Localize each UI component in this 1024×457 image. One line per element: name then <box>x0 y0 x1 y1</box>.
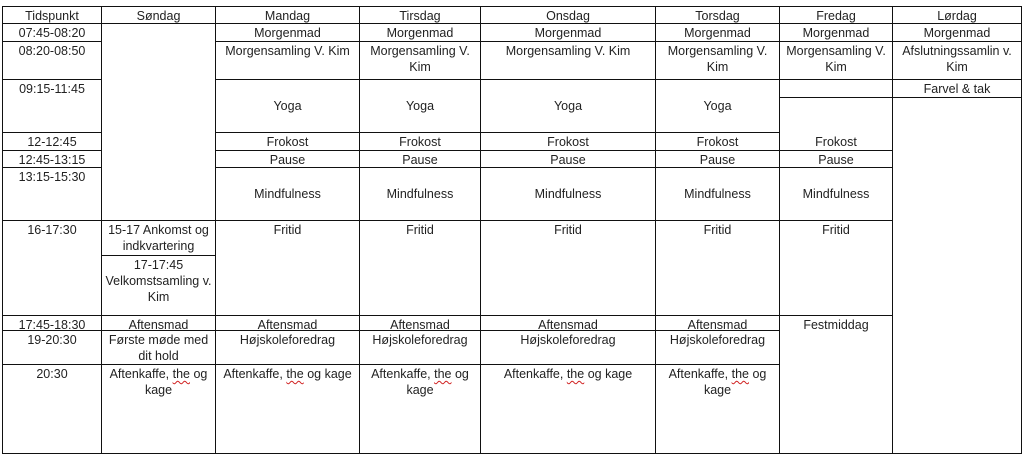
tue-free: Fritid <box>406 223 434 237</box>
wed-mindfulness-text: Mindfulness <box>534 187 602 201</box>
fri-mindfulness-text: Mindfulness <box>802 187 870 201</box>
thu-coffee-coffee-the: the <box>731 367 749 381</box>
mon-breakfast: Morgenmad <box>254 26 321 40</box>
thu-morning: Morgensamling V. Kim <box>667 44 768 74</box>
fri-morning: Morgensamling V. Kim <box>786 44 886 74</box>
header-7: Lørdag <box>937 9 977 23</box>
thu-pause: Pause <box>699 153 736 167</box>
tue-dinner: Aftensmad <box>390 318 450 330</box>
tue-pause: Pause <box>402 153 438 167</box>
mon-yoga-text: Yoga <box>273 99 302 113</box>
sunday-coffee <box>102 365 215 453</box>
wed-pause: Pause <box>550 153 586 167</box>
tue-yoga-text: Yoga <box>405 99 435 113</box>
time-9: 20:30 <box>36 367 68 381</box>
tue-mindfulness <box>360 168 480 220</box>
thu-mindfulness <box>656 168 779 220</box>
tue-morning: Morgensamling V. Kim <box>370 44 470 74</box>
sunday-coffee-coffee-b: og kage <box>144 367 208 397</box>
wed-free: Fritid <box>554 223 582 237</box>
mon-yoga <box>216 80 359 132</box>
thu-coffee-coffee-a: Aftenkaffe, <box>668 367 732 381</box>
mon-coffee <box>216 365 359 453</box>
time-0: 07:45-08:20 <box>18 26 86 40</box>
header-4: Onsdag <box>546 9 590 23</box>
wed-yoga-text: Yoga <box>553 99 583 113</box>
header-0: Tidspunkt <box>25 9 79 23</box>
sat-closing: Afslutningssamlin v. Kim <box>902 44 1012 74</box>
header-6: Fredag <box>816 9 856 23</box>
fri-lunch: Frokost <box>815 135 857 149</box>
sunday-dinner: Aftensmad <box>128 318 189 330</box>
time-7: 17:45-18:30 <box>18 318 86 330</box>
header-1: Søndag <box>136 9 181 23</box>
fri-breakfast: Morgenmad <box>802 26 870 40</box>
sunday-coffee-coffee-a: Aftenkaffe, <box>109 367 173 381</box>
wed-dinner: Aftensmad <box>538 318 598 330</box>
thu-free: Fritid <box>703 223 732 237</box>
mon-lecture: Højskoleforedrag <box>239 333 336 347</box>
thu-coffee-coffee-b: og kage <box>703 367 767 397</box>
sunday-coffee-coffee-the: the <box>172 367 190 381</box>
thu-mindfulness-text: Mindfulness <box>684 187 751 201</box>
wed-breakfast: Morgenmad <box>534 26 602 40</box>
sat-farewell: Farvel & tak <box>923 82 991 96</box>
tue-coffee-coffee-b: og kage <box>406 367 469 397</box>
table-bottom-border <box>2 453 1022 454</box>
header-3: Tirsdag <box>399 9 441 23</box>
header-5: Torsdag <box>695 9 740 23</box>
row-border <box>101 23 216 24</box>
tue-coffee-coffee-a: Aftenkaffe, <box>371 367 435 381</box>
sat-breakfast: Morgenmad <box>923 26 991 40</box>
mon-mindfulness-text: Mindfulness <box>254 187 321 201</box>
mon-coffee-coffee-the: the <box>286 367 304 381</box>
time-8: 19-20:30 <box>27 333 77 347</box>
wed-coffee-coffee-b: og kage <box>584 367 633 381</box>
fri-mindfulness <box>780 168 892 220</box>
time-5: 13:15-15:30 <box>18 170 86 184</box>
tue-breakfast: Morgenmad <box>386 26 454 40</box>
time-2: 09:15-11:45 <box>19 82 85 96</box>
sunday-arrival: 15-17 Ankomst og indkvartering <box>108 223 209 253</box>
time-3: 12-12:45 <box>27 135 77 149</box>
mon-lunch: Frokost <box>266 135 309 149</box>
mon-morning: Morgensamling V. Kim <box>225 44 350 58</box>
mon-pause: Pause <box>269 153 306 167</box>
sunday-team-meeting: Første møde med dit hold <box>108 333 209 363</box>
header-2: Mandag <box>264 9 311 23</box>
row-border <box>779 97 893 98</box>
mon-mindfulness <box>216 168 359 220</box>
column-border <box>1021 6 1022 454</box>
thu-yoga <box>656 80 779 132</box>
wed-yoga <box>481 80 655 132</box>
thu-dinner: Aftensmad <box>687 318 748 330</box>
tue-coffee-coffee-the: the <box>434 367 452 381</box>
mon-free: Fritid <box>273 223 302 237</box>
row-border <box>779 79 893 80</box>
wed-coffee-coffee-the: the <box>566 367 585 381</box>
tue-yoga <box>360 80 480 132</box>
wed-coffee-coffee-a: Aftenkaffe, <box>503 367 567 381</box>
thu-lecture: Højskoleforedrag <box>669 333 766 347</box>
mon-coffee-coffee-b: og kage <box>303 367 352 381</box>
fri-feast: Festmiddag <box>803 318 869 332</box>
fri-pause: Pause <box>818 153 854 167</box>
fri-free: Fritid <box>822 223 850 237</box>
thu-coffee <box>656 365 779 453</box>
wed-lecture: Højskoleforedrag <box>520 333 616 347</box>
wed-morning: Morgensamling V. Kim <box>505 44 631 58</box>
wed-lunch: Frokost <box>547 135 589 149</box>
mon-dinner: Aftensmad <box>257 318 318 330</box>
wed-mindfulness <box>481 168 655 220</box>
wed-coffee <box>481 365 655 453</box>
time-1: 08:20-08:50 <box>18 44 86 58</box>
time-4: 12:45-13:15 <box>18 153 86 167</box>
sunday-welcome: 17-17:45 Velkomstsamling v. Kim <box>105 258 212 304</box>
row-border <box>892 97 1022 98</box>
mon-coffee-coffee-a: Aftenkaffe, <box>223 367 287 381</box>
tue-lecture: Højskoleforedrag <box>372 333 468 347</box>
thu-yoga-text: Yoga <box>703 99 732 113</box>
thu-lunch: Frokost <box>696 135 739 149</box>
time-6: 16-17:30 <box>27 223 77 237</box>
tue-lunch: Frokost <box>399 135 441 149</box>
tue-mindfulness-text: Mindfulness <box>386 187 454 201</box>
thu-breakfast: Morgenmad <box>684 26 751 40</box>
tue-coffee <box>360 365 480 453</box>
